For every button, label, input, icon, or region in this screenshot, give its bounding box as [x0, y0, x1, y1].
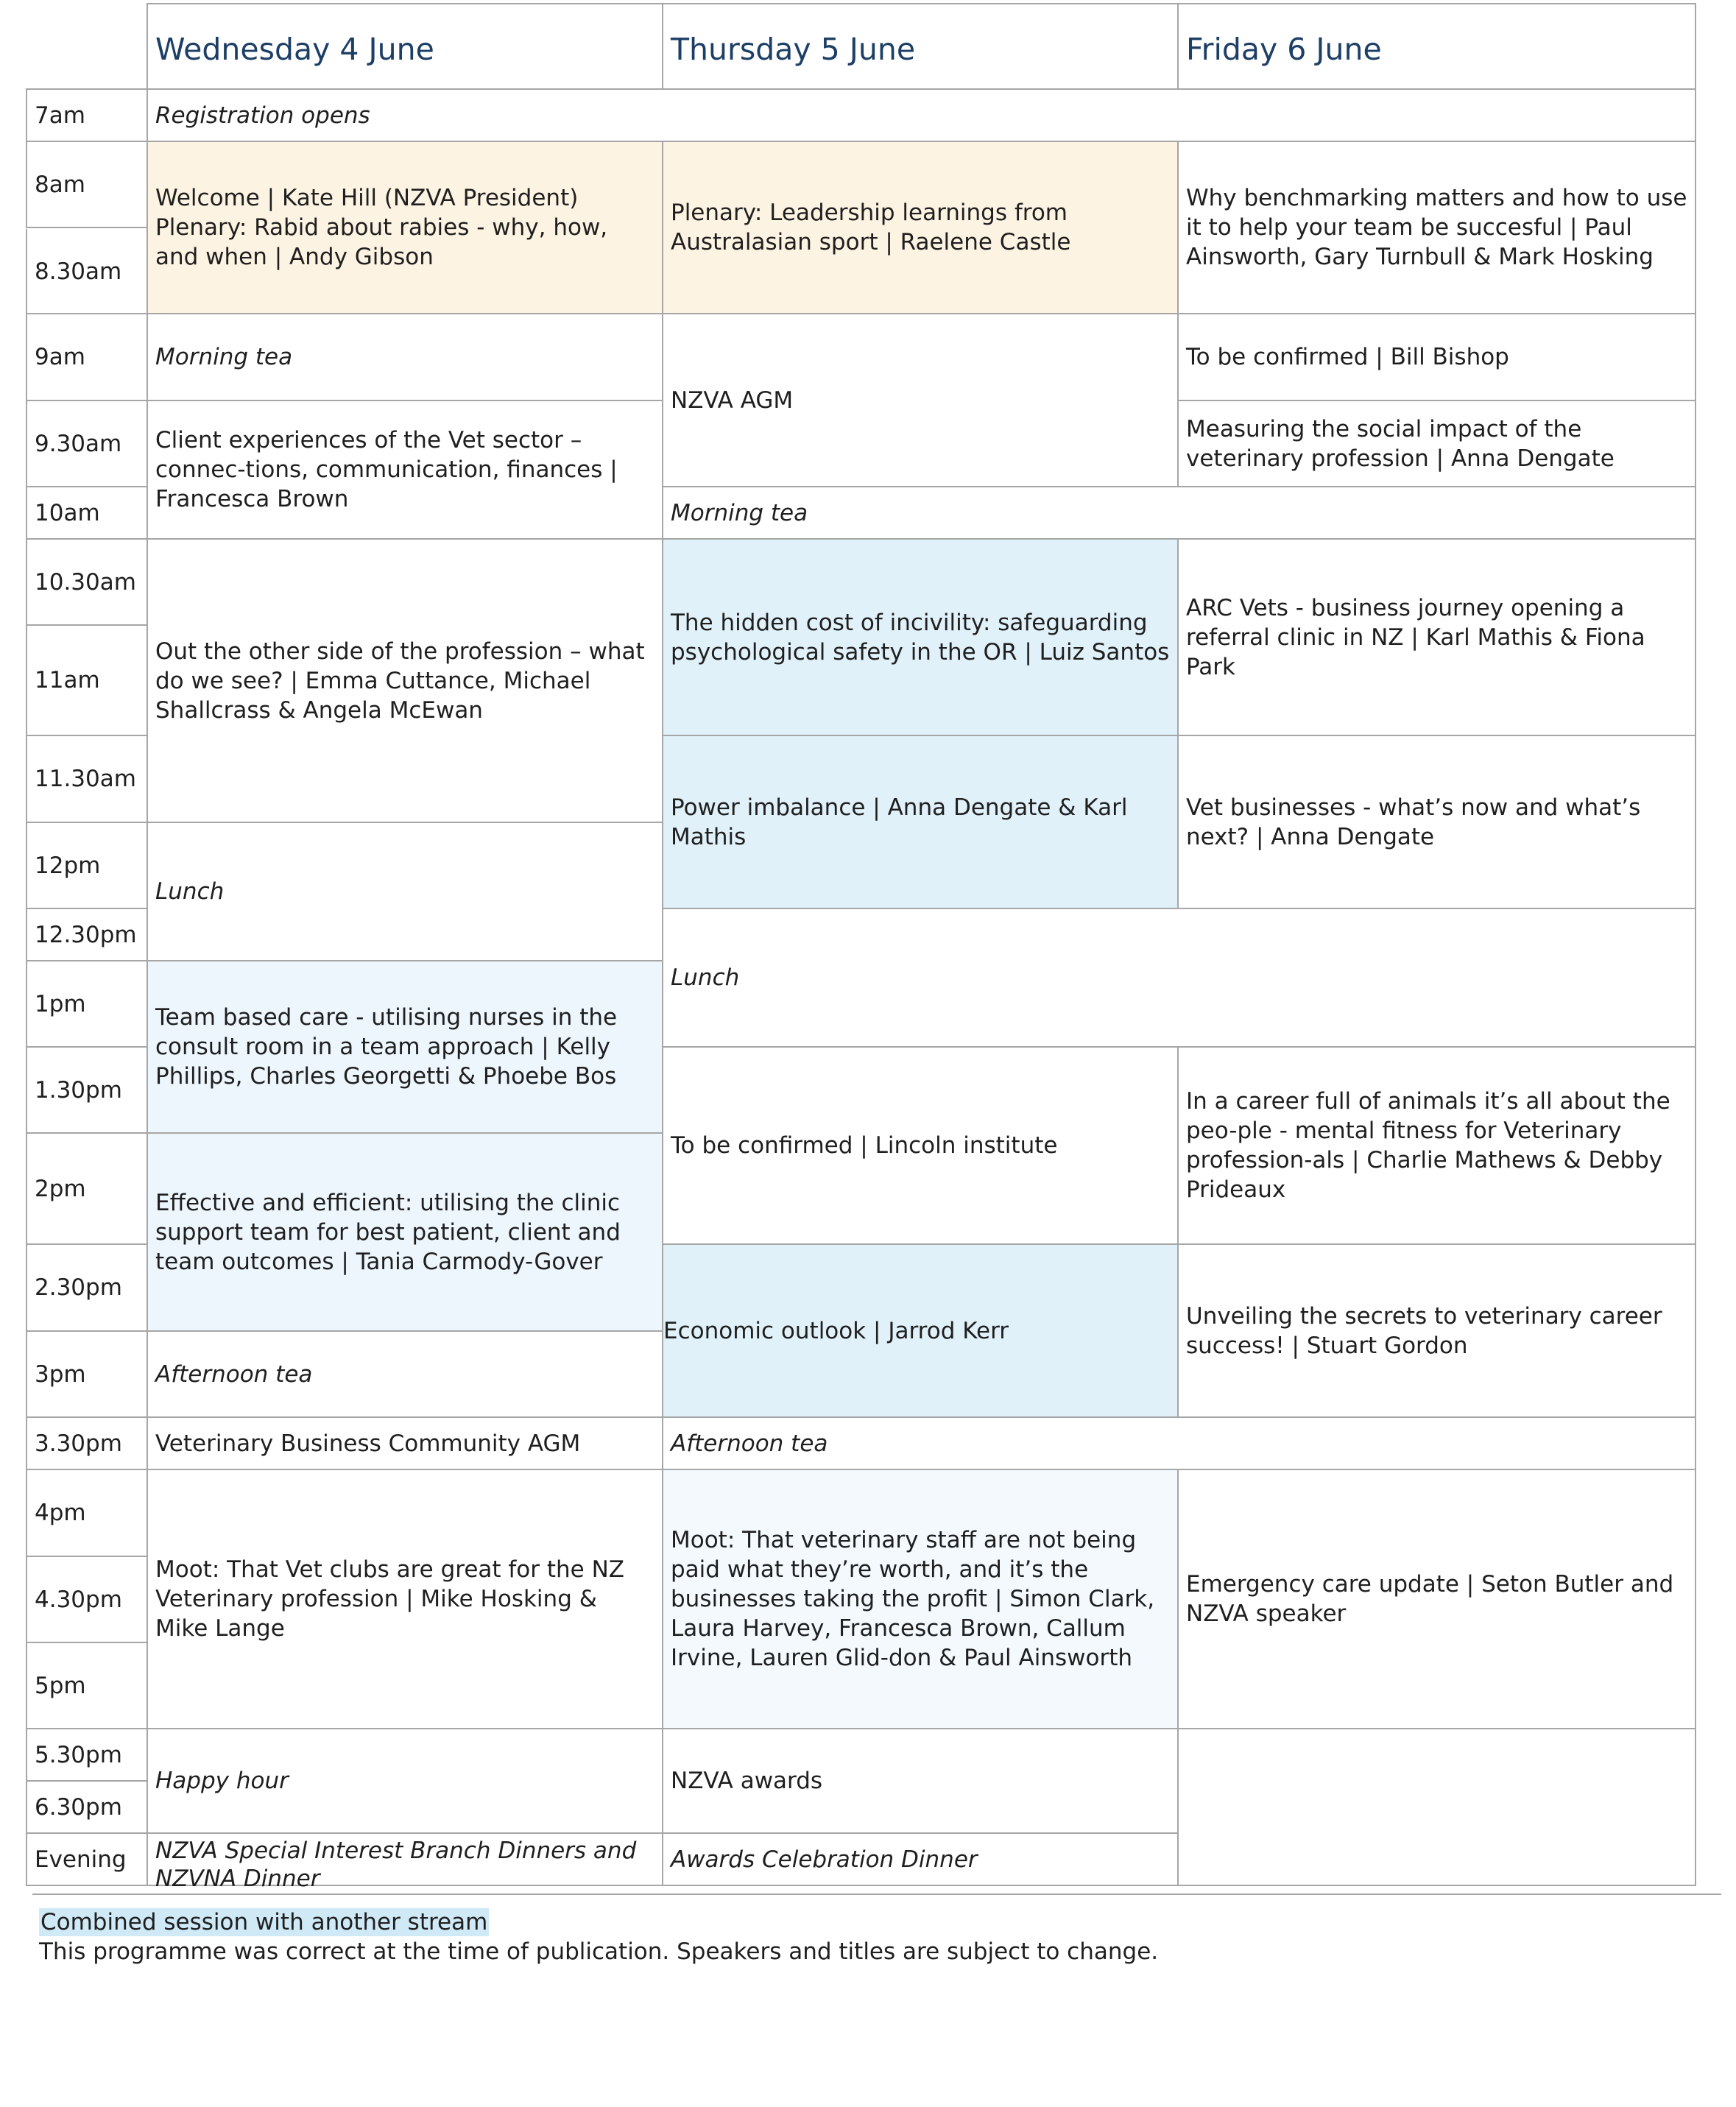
session-wed-client: Client experiences of the Vet sector – connec-tions, communication, finances | Francesca Brown: [147, 400, 663, 540]
time-5-30pm: 5.30pm: [26, 1728, 148, 1782]
session-wed-dinners: NZVA Special Interest Branch Dinners and NZVNA Dinner: [147, 1832, 663, 1886]
session-wed-morning-tea: Morning tea: [147, 313, 663, 401]
session-thu-incivility: The hidden cost of incivility: safeguarding psychological safety in the OR | Luiz Santos: [662, 538, 1179, 736]
time-6-30pm: 6.30pm: [26, 1780, 148, 1834]
session-fri-social-impact: Measuring the social impact of the veterinary profession | Anna Dengate: [1177, 400, 1696, 487]
session-wed-team-care: Team based care - utilising nurses in the consult room in a team approach | Kelly Phillips, Charles Georgetti & Phoebe Bos: [147, 960, 663, 1134]
session-wed-happy-hour: Happy hour: [147, 1728, 663, 1834]
time-11am: 11am: [26, 624, 148, 736]
footer-divider: [32, 1894, 1721, 1895]
session-fri-benchmark: Why benchmarking matters and how to use it to help your team be succesful | Paul Ainsworth, Gary Turnbull & Mark Hosking: [1177, 141, 1696, 314]
session-thu-awards: NZVA awards: [662, 1728, 1179, 1834]
session-thufri-afternoon-tea: Afternoon tea: [662, 1416, 1696, 1470]
session-thufri-morning-tea: Morning tea: [662, 486, 1696, 540]
time-9am: 9am: [26, 313, 148, 401]
day-header-friday: Friday 6 June: [1177, 3, 1696, 90]
time-11-30am: 11.30am: [26, 735, 148, 823]
time-12-30pm: 12.30pm: [26, 908, 148, 961]
day-header-wednesday: Wednesday 4 June: [147, 3, 663, 90]
session-thu-plenary: Plenary: Leadership learnings from Australasian sport | Raelene Castle: [662, 141, 1179, 314]
time-9-30am: 9.30am: [26, 400, 148, 487]
session-wed-lunch: Lunch: [147, 822, 663, 961]
session-registration: Registration opens: [147, 88, 1696, 142]
session-thu-tbc-lincoln: To be confirmed | Lincoln institute: [662, 1046, 1179, 1245]
legend-combined-session: Combined session with another stream: [40, 1909, 488, 1935]
time-12pm: 12pm: [26, 822, 148, 909]
session-wed-other-side: Out the other side of the profession – what do we see? | Emma Cuttance, Michael Shallcrass & Angela McEwan: [147, 538, 663, 823]
day-header-thursday: Thursday 5 June: [662, 3, 1179, 90]
time-2pm: 2pm: [26, 1132, 148, 1245]
time-1pm: 1pm: [26, 960, 148, 1048]
time-10-30am: 10.30am: [26, 538, 148, 626]
session-thufri-lunch: Lunch: [662, 908, 1696, 1048]
session-fri-vet-business: Vet businesses - what’s now and what’s next? | Anna Dengate: [1177, 735, 1696, 909]
session-fri-emergency: Emergency care update | Seton Butler and NZVA speaker: [1177, 1469, 1696, 1729]
session-fri-career-success: Unveiling the secrets to veterinary career success! | Stuart Gordon: [1177, 1243, 1696, 1418]
session-fri-tbc-bishop: To be confirmed | Bill Bishop: [1177, 313, 1696, 401]
time-4pm: 4pm: [26, 1469, 148, 1557]
time-7am: 7am: [26, 88, 148, 142]
disclaimer-text: This programme was correct at the time of publication. Speakers and titles are subject to change.: [39, 1938, 1159, 1965]
time-3-30pm: 3.30pm: [26, 1416, 148, 1470]
time-evening: Evening: [26, 1832, 148, 1886]
time-8am: 8am: [26, 141, 148, 228]
time-1-30pm: 1.30pm: [26, 1046, 148, 1134]
session-thu-agm: NZVA AGM: [662, 313, 1179, 487]
time-4-30pm: 4.30pm: [26, 1556, 148, 1643]
time-8-30am: 8.30am: [26, 228, 148, 315]
session-wed-moot: Moot: That Vet clubs are great for the NZ Veterinary profession | Mike Hosking & Mike Lange: [147, 1469, 663, 1729]
session-fri-career-people: In a career full of animals it’s all about the peo-ple - mental fitness for Veterinary profession-als | Charlie Mathews & Debby Prideaux: [1177, 1046, 1696, 1245]
session-wed-welcome: Welcome | Kate Hill (NZVA President) Plenary: Rabid about rabies - why, how, and when | Andy Gibson: [147, 141, 663, 314]
time-3pm: 3pm: [26, 1330, 148, 1418]
session-fri-arc: ARC Vets - business journey opening a referral clinic in NZ | Karl Mathis & Fiona Park: [1177, 538, 1696, 736]
session-wed-effective: Effective and efficient: utilising the clinic support team for best patient, client and team outcomes | Tania Carmody-Gover: [147, 1132, 663, 1332]
time-2-30pm: 2.30pm: [26, 1243, 148, 1332]
session-wed-afternoon-tea: Afternoon tea: [147, 1330, 663, 1418]
time-5pm: 5pm: [26, 1642, 148, 1729]
session-thu-economic: Economic outlook | Jarrod Kerr: [662, 1243, 1179, 1418]
session-thu-power: Power imbalance | Anna Dengate & Karl Mathis: [662, 735, 1179, 909]
session-wed-vbc-agm: Veterinary Business Community AGM: [147, 1416, 663, 1470]
session-thu-celebration: Awards Celebration Dinner: [662, 1832, 1179, 1886]
session-fri-evening-empty: [1177, 1728, 1696, 1886]
time-10am: 10am: [26, 486, 148, 540]
session-thu-moot: Moot: That veterinary staff are not being paid what they’re worth, and it’s the businesses taking the profit | Simon Clark, Laura Harvey, Francesca Brown, Callum Irvine, Lauren Glid-don & Paul Ainsworth: [662, 1469, 1179, 1729]
